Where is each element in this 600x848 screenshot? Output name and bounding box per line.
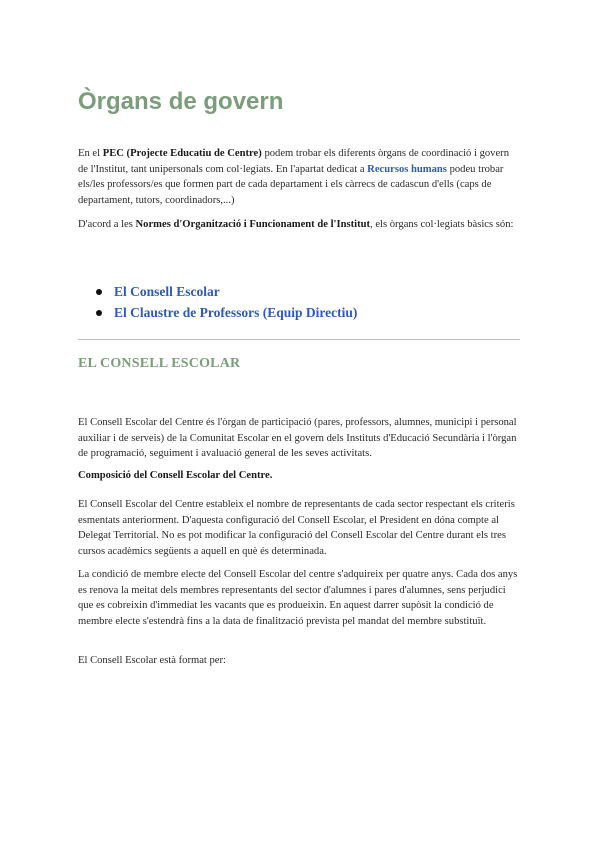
list-item-link[interactable]: El Claustre de Professors (Equip Directiu) bbox=[114, 305, 358, 320]
section-subheading: Composició del Consell Escolar del Centre. bbox=[78, 470, 273, 481]
organs-list bbox=[96, 281, 357, 323]
section-paragraph-3: La condició de membre electe del Consell Escolar del centre s'adquireix per quatre anys. Cada dos anys es renova la meitat dels membres representants del sector d'alumnes i pares d'alumnes, sens perjudici que es cobreixin d'immediat les vacants que es produeixin. En aquest darrer supòsit la condició de membre electe s'estendrà fins a la data de finalització prevista pel mandat del membre substituït. bbox=[78, 569, 518, 627]
recursos-humans-link[interactable]: Recursos humans bbox=[367, 163, 447, 175]
list-item[interactable] bbox=[96, 302, 357, 323]
intro-paragraph-2 bbox=[78, 217, 520, 233]
list-item-link[interactable]: El Consell Escolar bbox=[114, 284, 220, 299]
section-paragraph-1: El Consell Escolar del Centre és l'òrgan de participació (pares, professors, alumnes, municipi i personal auxiliar i de serveis) de la Comunitat Escolar en el govern dels Instituts d'Educació Secundària i l'òrgan de programació, seguiment i avaluació general de les seves activitats. bbox=[78, 417, 517, 459]
intro-text-end: podeu trobar els/les professors/es que formen part de cada departament i els càrrecs de cadascun d'ells (caps de departament, tutors, coordinadors,...) bbox=[78, 163, 504, 206]
intro-paragraph-1 bbox=[78, 146, 520, 208]
intro2-text-end: , els òrgans col·legiats bàsics són: bbox=[370, 219, 514, 230]
bullet-icon bbox=[96, 289, 102, 295]
intro2-text-start: D'acord a les bbox=[78, 219, 136, 230]
section-paragraph-2: El Consell Escolar del Centre estableix el nombre de representants de cada sector respectant els criteris esmentats anteriorment. D'aquesta configuració del Consell Escolar, el President en dóna compte al Delegat Territorial. No es pot modificar la configuració del Consell Escolar del Centre durant els tres cursos acadèmics següents a aquell en què és determinada. bbox=[78, 499, 515, 557]
normes-bold-text: Normes d'Organització i Funcionament de l'Institut bbox=[135, 219, 371, 230]
intro-text-start: En el bbox=[78, 148, 103, 159]
section-paragraph-4: El Consell Escolar està format per: bbox=[78, 655, 226, 666]
pec-bold-text: PEC (Projecte Educatiu de Centre) bbox=[102, 148, 262, 159]
section-heading: EL CONSELL ESCOLAR bbox=[78, 356, 241, 371]
page-title: Òrgans de govern bbox=[78, 88, 284, 115]
bullet-icon bbox=[96, 310, 102, 316]
horizontal-divider bbox=[78, 339, 520, 340]
intro-text-middle: podem trobar els diferents òrgans de coordinació i govern de l'Institut, tant unipersonals com col·legiats. En l'apartat dedicat a bbox=[78, 148, 510, 175]
list-item[interactable] bbox=[96, 281, 357, 302]
